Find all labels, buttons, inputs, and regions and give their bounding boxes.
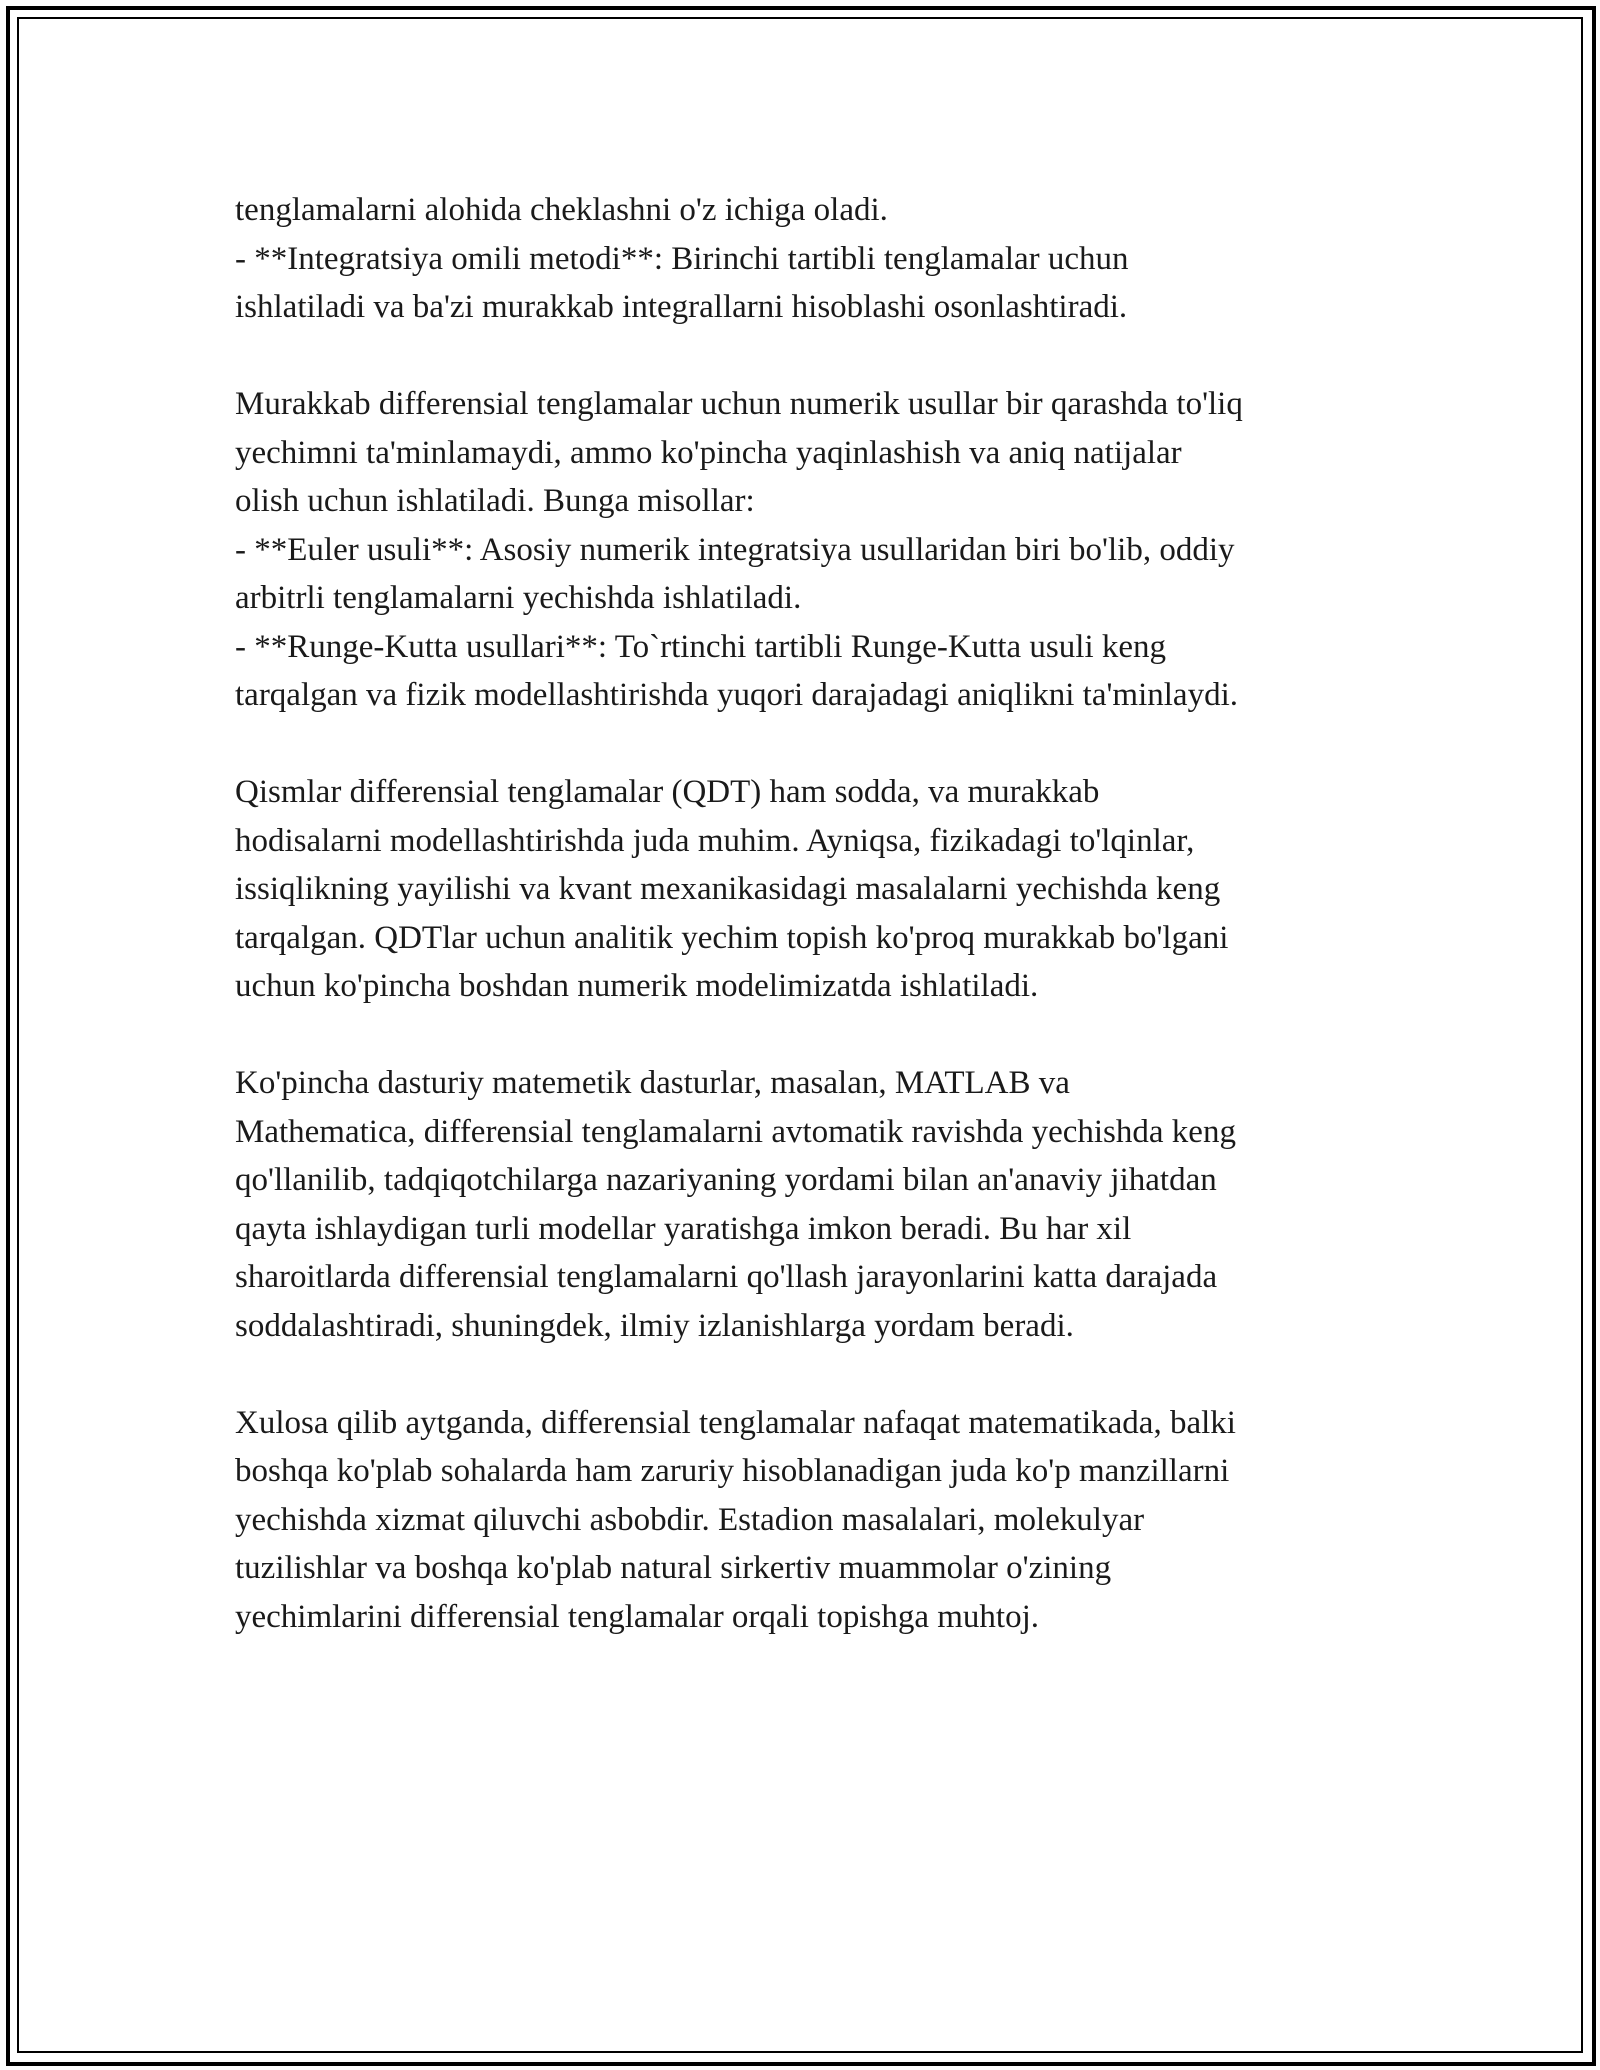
text-line: yechishda xizmat qiluvchi asbobdir. Estadion masalalari, molekulyar (235, 1501, 1145, 1538)
text-line: tarqalgan va fizik modellashtirishda yuqori darajadagi aniqlikni ta'minlaydi. (235, 677, 1238, 713)
paragraph (235, 1059, 1395, 1350)
paragraph-gap (235, 1350, 1395, 1399)
paragraph (235, 768, 1395, 1011)
text-line: tenglamalarni alohida cheklashni o'z ichiga oladi. (235, 192, 888, 228)
text-line: ishlatiladi va ba'zi murakkab integrallarni hisoblashi osonlashtiradi. (235, 289, 1128, 325)
text-line: boshqa ko'plab sohalarda ham zaruriy hisoblanadigan juda ko'p manzillarni (235, 1453, 1230, 1489)
text-line: tuzilishlar va boshqa ko'plab natural sirkertiv muammolar o'zining (235, 1550, 1112, 1586)
text-line: yechimni ta'minlamaydi, ammo ko'pincha yaqinlashish va aniq natijalar (235, 434, 1182, 471)
paragraph (235, 1399, 1395, 1642)
text-line: Xulosa qilib aytganda, differensial tenglamalar nafaqat matematikada, balki (235, 1404, 1236, 1441)
text-line: Qismlar differensial tenglamalar (QDT) ham sodda, va murakkab (235, 774, 1100, 810)
paragraph-gap (235, 1011, 1395, 1060)
text-line: Mathematica, differensial tenglamalarni avtomatik ravishda yechishda keng (235, 1113, 1236, 1150)
text-line: olish uchun ishlatiladi. Bunga misollar: (235, 483, 755, 519)
text-line: uchun ko'pincha boshdan numerik modelimizatda ishlatiladi. (235, 968, 1039, 1004)
text-line: Ko'pincha dasturiy matemetik dasturlar, masalan, MATLAB va (235, 1065, 1070, 1101)
document-body (235, 186, 1395, 1641)
paragraph-gap (235, 332, 1395, 381)
text-line: yechimlarini differensial tenglamalar orqali topishga muhtoj. (235, 1598, 1039, 1635)
list-item-line: - **Integratsiya omili metodi**: Birinchi tartibli tenglamalar uchun (235, 240, 1129, 277)
text-line: qayta ishlaydigan turli modellar yaratishga imkon beradi. Bu har xil (235, 1210, 1132, 1247)
text-line: sharoitlarda differensial tenglamalarni qo'llash jarayonlarini katta darajada (235, 1259, 1218, 1295)
list-item-line: - **Runge-Kutta usullari**: To`rtinchi tartibli Runge-Kutta usuli keng (235, 628, 1167, 665)
text-line: arbitrli tenglamalarni yechishda ishlatiladi. (235, 580, 802, 616)
text-line: hodisalarni modellashtirishda juda muhim. Ayniqsa, fizikadagi to'lqinlar, (235, 822, 1195, 859)
text-line: soddalashtiradi, shuningdek, ilmiy izlanishlarga yordam beradi. (235, 1307, 1074, 1344)
paragraph (235, 186, 1395, 332)
paragraph-gap (235, 720, 1395, 769)
list-item-line: - **Euler usuli**: Asosiy numerik integratsiya usullaridan biri bo'lib, oddiy (235, 531, 1235, 568)
text-line: Murakkab differensial tenglamalar uchun numerik usullar bir qarashda to'liq (235, 386, 1243, 422)
text-line: tarqalgan. QDTlar uchun analitik yechim topish ko'proq murakkab bo'lgani (235, 919, 1229, 956)
text-line: issiqlikning yayilishi va kvant mexanikasidagi masalalarni yechishda keng (235, 871, 1221, 907)
paragraph (235, 380, 1395, 720)
text-line: qo'llanilib, tadqiqotchilarga nazariyaning yordami bilan an'anaviy jihatdan (235, 1162, 1217, 1198)
